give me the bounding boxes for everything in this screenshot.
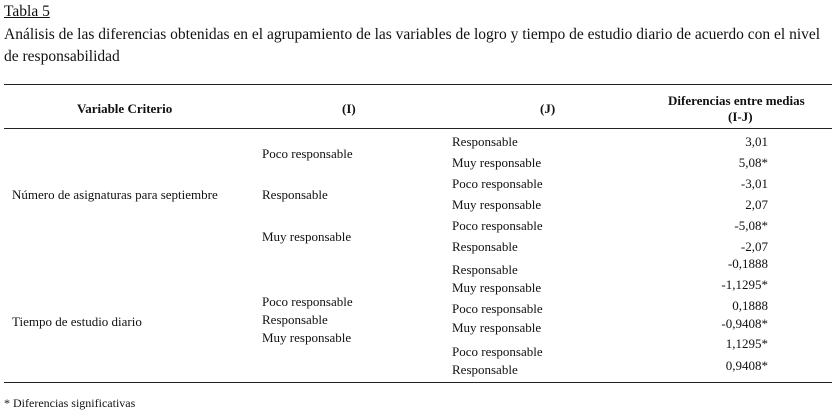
g1-j-1: Muy responsable — [452, 155, 542, 170]
g2-j-4: Poco responsable — [452, 344, 543, 359]
g2-j-2: Poco responsable — [452, 301, 543, 316]
g1-val-2: -3,01 — [740, 176, 768, 191]
g2-j-3: Muy responsable — [452, 320, 542, 335]
g1-val-1: 5,08* — [738, 155, 768, 170]
g1-j-3: Muy responsable — [452, 197, 542, 212]
g1-j-5: Responsable — [452, 239, 518, 254]
header-rule — [4, 128, 832, 129]
g1-i-poco: Poco responsable — [262, 146, 353, 161]
g1-val-5: -2,07 — [740, 239, 768, 254]
g1-val-0: 3,01 — [745, 134, 768, 149]
g2-j-5: Responsable — [452, 362, 518, 377]
top-rule — [4, 84, 832, 85]
g2-j-1: Muy responsable — [452, 280, 542, 295]
g2-val-2: 0,1888 — [732, 298, 768, 313]
g2-i-responsable: Responsable — [262, 312, 328, 327]
bottom-rule — [4, 382, 832, 383]
g2-i-poco: Poco responsable — [262, 294, 353, 309]
criterion-asignaturas: Número de asignaturas para septiembre — [12, 187, 218, 202]
g1-val-4: -5,08* — [734, 218, 768, 233]
g2-j-0: Responsable — [452, 262, 518, 277]
g2-val-1: -1,1295* — [721, 277, 768, 292]
header-variable-criterio: Variable Criterio — [77, 101, 173, 116]
criterion-tiempo: Tiempo de estudio diario — [12, 314, 142, 329]
g1-i-responsable: Responsable — [262, 187, 328, 202]
footnote: * Diferencias significativas — [4, 396, 136, 410]
g2-i-muy: Muy responsable — [262, 330, 352, 345]
g1-j-2: Poco responsable — [452, 176, 543, 191]
g1-j-0: Responsable — [452, 134, 518, 149]
g2-val-0: -0,1888 — [727, 256, 768, 271]
g1-j-4: Poco responsable — [452, 218, 543, 233]
header-i-j: (I-J) — [728, 109, 753, 124]
table-caption: Análisis de las diferencias obtenidas en el agrupamiento de las variables de logro y tiempo de estudio diario de acuerdo con el nivel de responsabilidad — [4, 26, 821, 65]
table-label: Tabla 5 — [4, 3, 50, 20]
g1-val-3: 2,07 — [745, 197, 768, 212]
g2-val-4: 1,1295* — [725, 336, 768, 351]
header-diferencias: Diferencias entre medias — [668, 93, 805, 108]
header-j: (J) — [540, 101, 556, 116]
g1-i-muy: Muy responsable — [262, 229, 352, 244]
header-i: (I) — [342, 101, 356, 116]
g2-val-3: -0,9408* — [721, 316, 768, 331]
g2-val-5: 0,9408* — [725, 358, 768, 373]
